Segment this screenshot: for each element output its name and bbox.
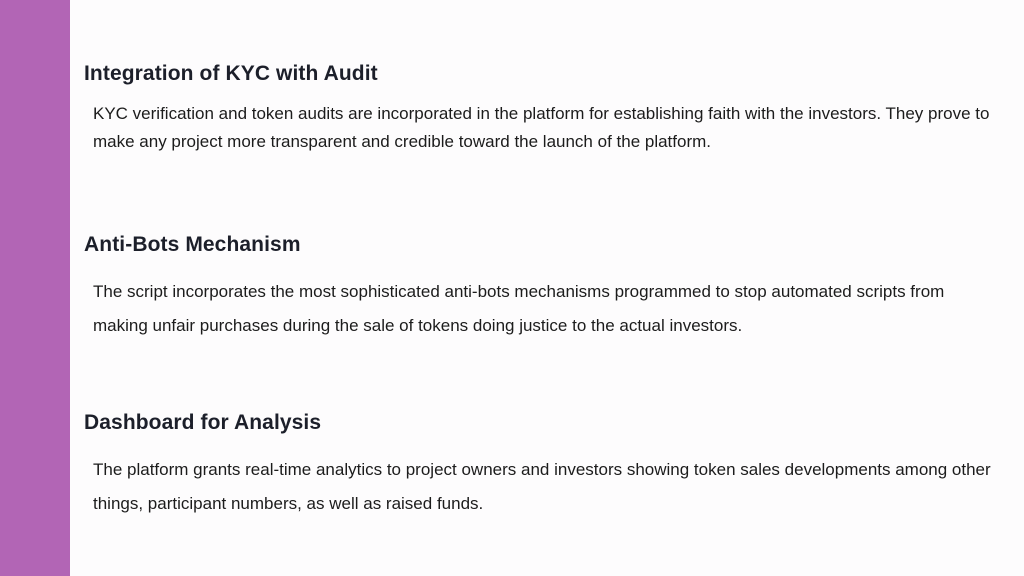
section-body: KYC verification and token audits are incorporated in the platform for establishing faith with the investors. They prove to make any project more transparent and credible toward the launch of the platform. (93, 104, 990, 151)
slide-content (84, 0, 1004, 576)
section-dashboard (84, 411, 994, 521)
section-body: The script incorporates the most sophisticated anti-bots mechanisms programmed to stop automated scripts from making unfair purchases during the sale of tokens doing justice to the actual investors. (93, 282, 945, 335)
section-title: Dashboard for Analysis (84, 411, 322, 434)
section-title: Integration of KYC with Audit (84, 62, 378, 85)
section-body: The platform grants real-time analytics to project owners and investors showing token sales developments among other things, participant numbers, as well as raised funds. (93, 460, 991, 513)
section-kyc-audit (84, 62, 994, 156)
section-anti-bots (84, 233, 994, 343)
section-title: Anti-Bots Mechanism (84, 233, 301, 256)
accent-bar (0, 0, 70, 576)
